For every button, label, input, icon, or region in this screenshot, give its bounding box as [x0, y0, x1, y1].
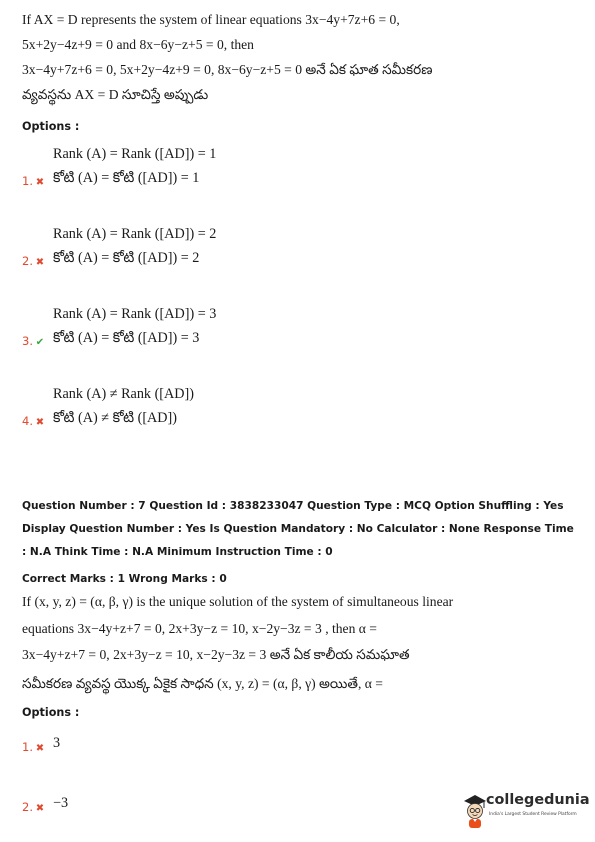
option-text-te: కోటి (A) = కోటి ([AD]) = 3: [53, 330, 200, 346]
question-text-line: equations 3x−4y+z+7 = 0, 2x+3y−z = 10, x−2y−3z = 3 , then α =: [22, 621, 377, 636]
question-text-line: వ్యవస్థను AX = D సూచిస్తే అప్పుడు: [22, 87, 209, 102]
wrong-mark-icon: ✖: [35, 257, 45, 268]
options-label: Options :: [22, 706, 80, 719]
question-meta-line: Display Question Number : Yes Is Question Mandatory : No Calculator : None Response Time: [22, 523, 574, 535]
option-text-en: Rank (A) = Rank ([AD]) = 2: [53, 226, 217, 242]
collegedunia-logo: [462, 790, 590, 830]
question-text-line: If AX = D represents the system of linear equations 3x−4y+7z+6 = 0,: [22, 12, 400, 27]
wrong-mark-icon: ✖: [35, 417, 45, 428]
option-number: 2. ✖: [22, 800, 45, 814]
option-value: −3: [53, 795, 69, 811]
option-text-en: Rank (A) ≠ Rank ([AD]): [53, 386, 194, 402]
option-number: 3. ✔: [22, 334, 45, 348]
brand-tagline: India's Largest Student Review Platform: [489, 812, 577, 817]
wrong-mark-icon: ✖: [35, 177, 45, 188]
question-meta-line: : N.A Think Time : N.A Minimum Instruction Time : 0: [22, 546, 333, 558]
option-number: 1. ✖: [22, 174, 45, 188]
question-text-line: సమీకరణ వ్యవస్థ యొక్క ఏకైక సాధన (x, y, z) = (α, β, γ) అయితే, α =: [22, 676, 383, 691]
option-text-te: కోటి (A) = కోటి ([AD]) = 1: [53, 170, 200, 186]
option-text-en: Rank (A) = Rank ([AD]) = 3: [53, 306, 217, 322]
student-mascot-icon: [462, 792, 488, 830]
question-meta-line: Question Number : 7 Question Id : 3838233047 Question Type : MCQ Option Shuffling : Yes: [22, 500, 564, 512]
option-value: 3: [53, 735, 61, 751]
option-number: 4. ✖: [22, 414, 45, 428]
option-text-te: కోటి (A) = కోటి ([AD]) = 2: [53, 250, 200, 266]
wrong-mark-icon: ✖: [35, 803, 45, 814]
option-number: 1. ✖: [22, 740, 45, 754]
question-text-line: 3x−4y+z+7 = 0, 2x+3y−z = 10, x−2y−3z = 3 అనే ఏక కాలీయ సమఘాత: [22, 647, 410, 662]
option-text-en: Rank (A) = Rank ([AD]) = 1: [53, 146, 217, 162]
options-label: Options :: [22, 120, 80, 133]
wrong-mark-icon: ✖: [35, 743, 45, 754]
option-text-te: కోటి (A) ≠ కోటి ([AD]): [53, 410, 177, 426]
question-text-line: 5x+2y−4z+9 = 0 and 8x−6y−z+5 = 0, then: [22, 37, 254, 52]
question-text-line: 3x−4y+7z+6 = 0, 5x+2y−4z+9 = 0, 8x−6y−z+5 = 0 అనే ఏక ఘాత సమీకరణ: [22, 62, 433, 77]
option-number: 2. ✖: [22, 254, 45, 268]
marks-line: Correct Marks : 1 Wrong Marks : 0: [22, 573, 227, 585]
question-text-line: If (x, y, z) = (α, β, γ) is the unique solution of the system of simultaneous linear: [22, 594, 454, 609]
correct-check-icon: ✔: [35, 337, 45, 348]
brand-name: collegedunia: [486, 792, 590, 808]
